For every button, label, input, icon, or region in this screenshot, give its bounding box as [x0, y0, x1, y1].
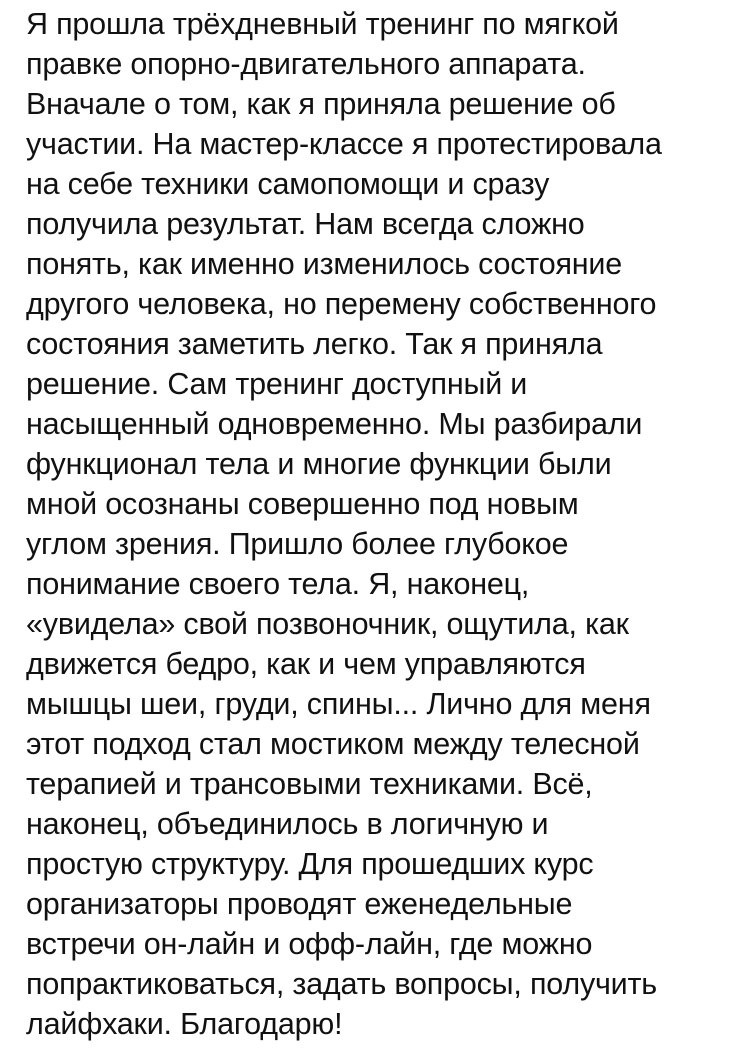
text-line: мной осознаны совершенно под новым: [26, 487, 579, 521]
text-line: правке опорно-двигательного аппарата.: [26, 47, 586, 81]
text-line: терапией и трансовыми техниками. Всё,: [26, 767, 593, 801]
text-line: попрактиковаться, задать вопросы, получить: [26, 967, 657, 1001]
text-line: углом зрения. Пришло более глубокое: [26, 527, 569, 561]
text-line: понять, как именно изменилось состояние: [26, 247, 623, 281]
text-line: «увидела» свой позвоночник, ощутила, как: [26, 607, 629, 641]
text-line: организаторы проводят еженедельные: [26, 887, 573, 921]
text-line: состояния заметить легко. Так я приняла: [26, 327, 603, 361]
text-line: получила результат. Нам всегда сложно: [26, 207, 585, 241]
text-line: Вначале о том, как я приняла решение об: [26, 87, 616, 121]
text-line: встречи он-лайн и офф-лайн, где можно: [26, 927, 593, 961]
review-text: [26, 4, 750, 1044]
text-line: лайфхаки. Благодарю!: [26, 1007, 343, 1041]
text-line: насыщенный одновременно. Мы разбирали: [26, 407, 643, 441]
text-line: участии. На мастер-классе я протестировала: [26, 127, 662, 161]
text-line: функционал тела и многие функции были: [26, 447, 612, 481]
text-line: наконец, объединилось в логичную и: [26, 807, 549, 841]
text-line: движется бедро, как и чем управляются: [26, 647, 586, 681]
text-line: мышцы шеи, груди, спины... Лично для меня: [26, 687, 651, 721]
text-line: понимание своего тела. Я, наконец,: [26, 567, 530, 601]
text-line: Я прошла трёхдневный тренинг по мягкой: [26, 7, 619, 41]
text-line: другого человека, но перемену собственного: [26, 287, 657, 321]
text-line: простую структуру. Для прошедших курс: [26, 847, 594, 881]
text-line: на себе техники самопомощи и сразу: [26, 167, 550, 201]
text-line: этот подход стал мостиком между телесной: [26, 727, 640, 761]
text-line: решение. Сам тренинг доступный и: [26, 367, 528, 401]
